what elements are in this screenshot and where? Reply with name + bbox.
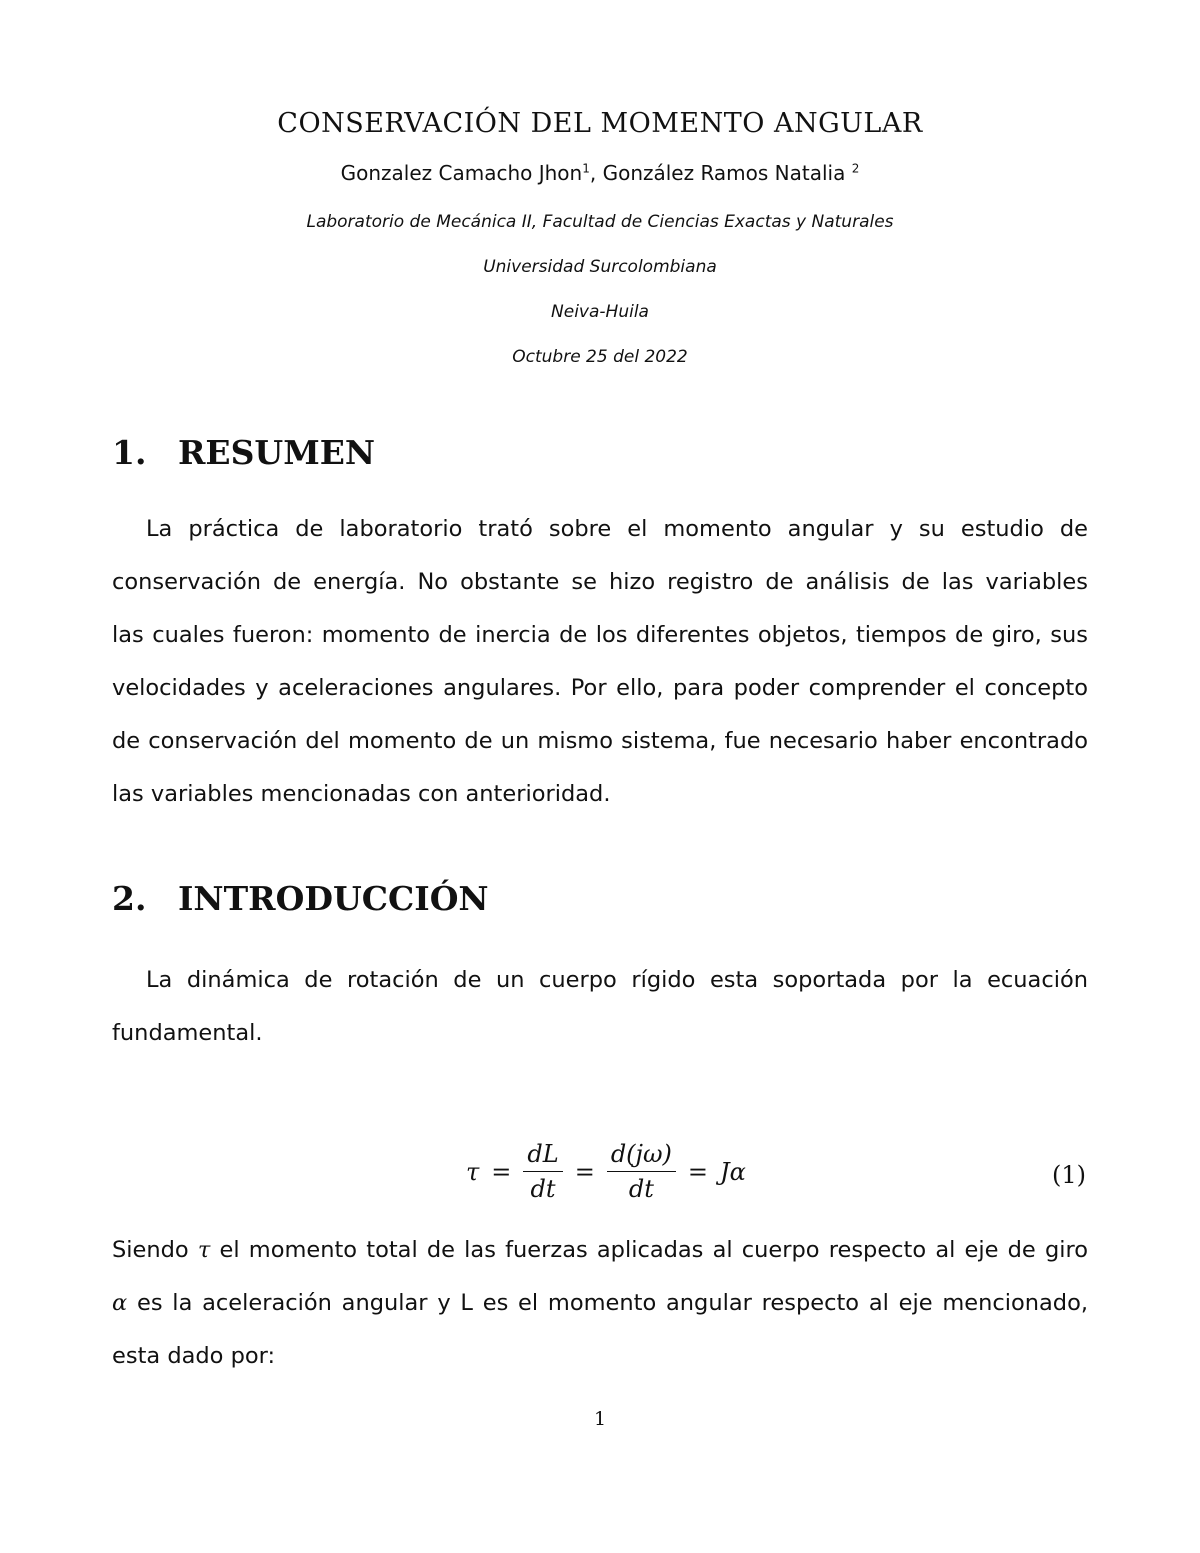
equation-fraction-djw-dt — [607, 1140, 676, 1203]
line-text: es la aceleración angular y L es el momento angular respecto al eje mencionado, — [127, 1290, 1088, 1316]
fraction-denominator: dt — [628, 1175, 654, 1203]
paragraph-line — [112, 1290, 1088, 1320]
author-separator: , — [589, 161, 603, 185]
author-line — [0, 161, 1200, 185]
affiliation-university: Universidad Surcolombiana — [483, 257, 717, 277]
line-text: el momento total de las fuerzas aplicadas al cuerpo respecto al eje de giro — [210, 1237, 1089, 1263]
author-1-footnote-mark: 1 — [582, 161, 590, 176]
section-title: RESUMEN — [178, 433, 376, 472]
equation-1 — [460, 1140, 752, 1203]
equation-equals: = — [574, 1157, 595, 1186]
section-heading-resumen — [112, 433, 375, 472]
section-title: INTRODUCCIÓN — [178, 879, 489, 918]
paragraph-line: esta dado por: — [112, 1343, 276, 1369]
paragraph-line: La práctica de laboratorio trató sobre el momento angular y su estudio de — [146, 516, 1088, 542]
page-number: 1 — [593, 1408, 607, 1430]
fraction-denominator: dt — [530, 1175, 556, 1203]
line-text: Siendo — [112, 1237, 198, 1263]
paragraph-line: las cuales fueron: momento de inercia de los diferentes objetos, tiempos de giro, sus — [112, 622, 1088, 648]
equation-equals: = — [491, 1157, 512, 1186]
section-number: 1. — [112, 433, 147, 472]
paragraph-line: las variables mencionadas con anterioridad. — [112, 781, 611, 807]
paragraph-line: La dinámica de rotación de un cuerpo rígido esta soportada por la ecuación — [146, 967, 1088, 993]
paragraph-line: velocidades y aceleraciones angulares. Por ello, para poder comprender el concepto — [112, 675, 1088, 701]
alpha-symbol: α — [112, 1290, 128, 1316]
equation-fraction-dl-dt — [523, 1140, 562, 1203]
paper-title: CONSERVACIÓN DEL MOMENTO ANGULAR — [277, 108, 923, 139]
fraction-numerator: dL — [523, 1140, 562, 1172]
section-number: 2. — [112, 879, 147, 918]
author-1: Gonzalez Camacho Jhon — [340, 161, 583, 185]
section-heading-introduccion — [112, 879, 489, 918]
equation-rhs: Jα — [720, 1157, 746, 1186]
torque-symbol: τ — [197, 1237, 211, 1263]
paragraph-line: fundamental. — [112, 1020, 263, 1046]
author-2: González Ramos Natalia — [602, 161, 852, 185]
fraction-numerator: d(jω) — [607, 1140, 676, 1172]
paragraph-line: conservación de energía. No obstante se hizo registro de análisis de las variables — [112, 569, 1088, 595]
affiliation-lab: Laboratorio de Mecánica II, Facultad de Ciencias Exactas y Naturales — [306, 212, 894, 232]
report-date: Octubre 25 del 2022 — [512, 347, 688, 367]
author-2-footnote-mark: 2 — [851, 161, 860, 176]
equation-number: (1) — [1052, 1161, 1086, 1189]
paragraph-line: de conservación del momento de un mismo sistema, fue necesario haber encontrado — [112, 728, 1088, 754]
equation-torque-symbol: τ — [466, 1157, 480, 1186]
affiliation-city: Neiva-Huila — [551, 302, 649, 322]
equation-equals: = — [687, 1157, 709, 1186]
paragraph-line — [112, 1237, 1088, 1267]
